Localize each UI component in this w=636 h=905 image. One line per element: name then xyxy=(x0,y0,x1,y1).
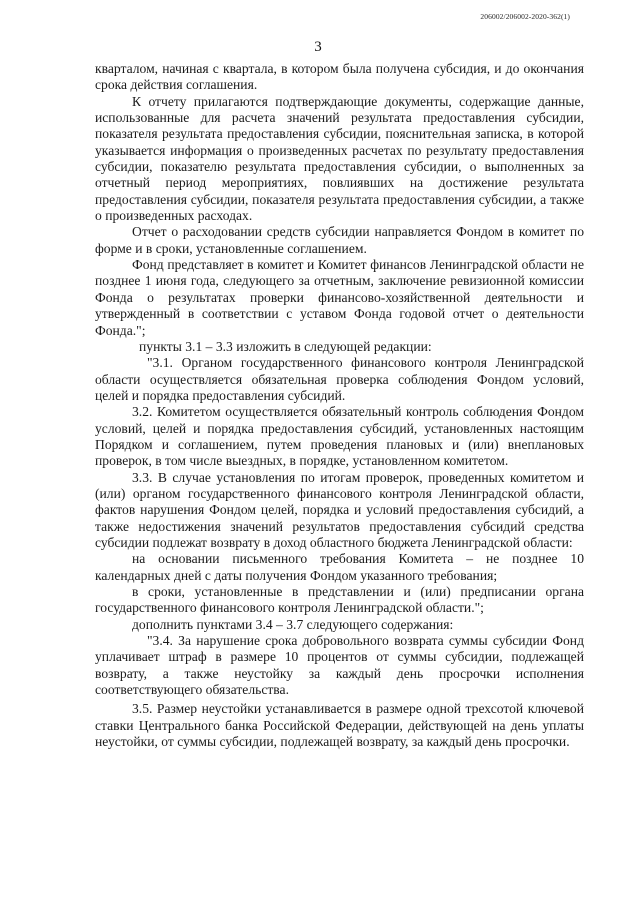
paragraph: Фонд представляет в комитет и Комитет финансов Ленинградской области не позднее 1 июня года, следующего за отчетным, заключение ревизионной комиссии Фонда о результатах проверки финансово-хозяйственной деятельности и утвержденный в соответствии с уставом Фонда годовой отчет о деятельности Фонда."; xyxy=(95,257,584,338)
paragraph: "3.4. За нарушение срока добровольного возврата суммы субсидии Фонд уплачивает штраф в размере 10 процентов от суммы субсидии, подлежащей возврату, а также неустойку за каждый день просрочки исполнения соответствующего обязательства. xyxy=(95,633,584,698)
paragraph: "3.1. Органом государственного финансового контроля Ленинградской области осуществляется обязательная проверка соблюдения Фондом условий, целей и порядка предоставления субсидий. xyxy=(95,355,584,403)
document-body xyxy=(95,61,584,750)
paragraph: пункты 3.1 – 3.3 изложить в следующей редакции: xyxy=(139,338,432,354)
paragraph: К отчету прилагаются подтверждающие документы, содержащие данные, использованные для расчета значений результата предоставления субсидии, показателя результата предоставления субсидии, пояснительная записка, в которой указывается информация о произведенных расчетах по результату предоставления субсидии, показателю результата предоставления субсидии, о выполненных за отчетный период мероприятиях, повлиявших на достижение результата предоставления субсидии, показателя результата предоставления субсидии, а также о произведенных расходах. xyxy=(95,93,584,224)
paragraph: кварталом, начиная с квартала, в котором была получена субсидия, и до окончания срока действия соглашения. xyxy=(95,61,584,93)
page-number: 3 xyxy=(314,39,322,55)
paragraph: 3.5. Размер неустойки устанавливается в размере одной трехсотой ключевой ставки Центрального банка Российской Федерации, действующей на день уплаты неустойки, от суммы субсидии, подлежащей возврату, за каждый день просрочки. xyxy=(95,701,584,750)
paragraph: 3.3. В случае установления по итогам проверок, проведенных комитетом и (или) органом государственного финансового контроля Ленинградской области, фактов нарушения Фондом целей, порядка и условий предоставления субсидий, а также недостижения значений результатов предоставления субсидий средства субсидии подлежат возврату в доход областного бюджета Ленинградской области: xyxy=(95,469,584,550)
document-code: 206002/206002-2020-362(1) xyxy=(480,12,570,21)
paragraph: Отчет о расходовании средств субсидии направляется Фондом в комитет по форме и в сроки, установленные соглашением. xyxy=(95,224,584,256)
paragraph: в сроки, установленные в представлении и (или) предписании органа государственного финансового контроля Ленинградской области."; xyxy=(95,584,584,616)
paragraph: 3.2. Комитетом осуществляется обязательный контроль соблюдения Фондом условий, целей и порядка предоставления субсидий, установленных настоящим Порядком и соглашением, путем проведения плановых и (или) внеплановых проверок, в том числе выездных, в порядке, установленном комитетом. xyxy=(95,404,584,469)
paragraph: дополнить пунктами 3.4 – 3.7 следующего содержания: xyxy=(132,616,454,632)
paragraph: на основании письменного требования Комитета – не позднее 10 календарных дней с даты получения Фондом указанного требования; xyxy=(95,551,584,583)
